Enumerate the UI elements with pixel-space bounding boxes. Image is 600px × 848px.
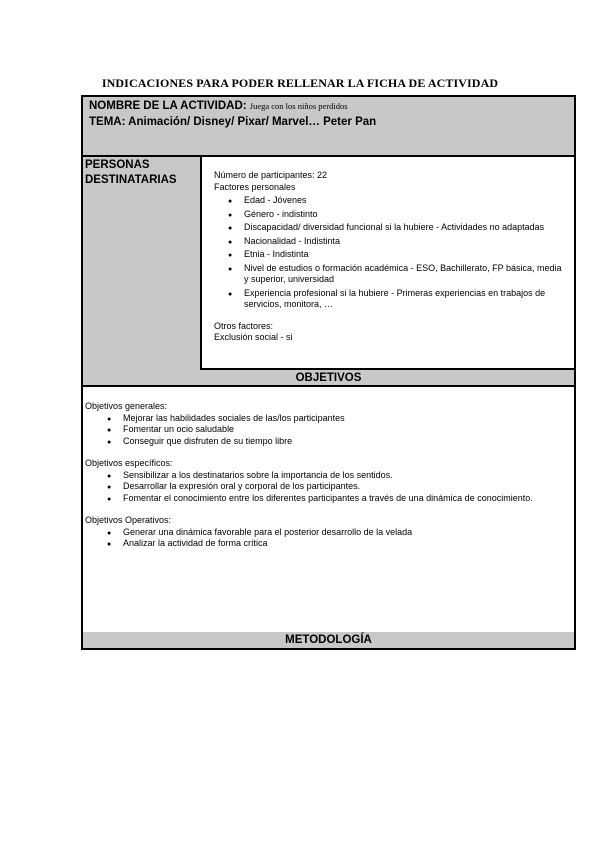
- list-item: ● Discapacidad/ diversidad funcional si la hubiere - Actividades no adaptadas: [244, 222, 566, 234]
- list-item: ● Edad - Jóvenes: [244, 195, 566, 207]
- activity-header: [83, 97, 574, 157]
- recipients-content: [202, 157, 574, 383]
- list-item: ● Conseguir que disfruten de su tiempo libre: [123, 436, 572, 448]
- operative-objectives-heading: Objetivos Operativos:: [85, 515, 172, 525]
- list-item: ● Experiencia profesional si la hubiere - Primeras experiencias en trabajos de servicios, monitora, …: [244, 288, 566, 311]
- other-factors-value: Exclusión social - si: [214, 332, 293, 342]
- methodology-section-header: METODOLOGÍA: [83, 632, 574, 648]
- operative-objectives-list: [85, 527, 572, 550]
- objectives-content: [83, 389, 574, 632]
- activity-sheet: [81, 95, 576, 650]
- personal-factors-list: [214, 195, 566, 311]
- document-title: INDICACIONES PARA PODER RELLENAR LA FICHA DE ACTIVIDAD: [101, 76, 499, 90]
- participants-count: Número de participantes: 22: [214, 170, 328, 180]
- other-factors-heading: Otros factores:: [214, 320, 274, 331]
- personal-factors-heading: Factores personales: [214, 181, 296, 192]
- general-objectives-heading: Objetivos generales:: [85, 401, 168, 411]
- list-item: ● Fomentar el conocimiento entre los diferentes participantes a través de una dinámica de conocimiento.: [123, 493, 572, 505]
- general-objectives-list: [85, 413, 572, 448]
- list-item: ● Nacionalidad - Indistinta: [244, 236, 566, 248]
- objectives-section-header: OBJETIVOS: [83, 370, 574, 387]
- recipients-label: PERSONAS DESTINATARIAS: [83, 157, 202, 370]
- list-item: ● Nivel de estudios o formación académica - ESO, Bachillerato, FP básica, media y superior, universidad: [244, 263, 566, 286]
- list-item: ● Analizar la actividad de forma crítica: [123, 538, 572, 550]
- list-item: ● Desarrollar la expresión oral y corporal de los participantes.: [123, 481, 572, 493]
- activity-name-label: NOMBRE DE LA ACTIVIDAD:: [89, 100, 247, 112]
- specific-objectives-heading: Objetivos específicos:: [85, 458, 173, 468]
- recipients-row: [83, 157, 574, 370]
- list-item: ● Mejorar las habilidades sociales de las/los participantes: [123, 413, 572, 425]
- list-item: ● Etnia - Indistinta: [244, 249, 566, 261]
- list-item: ● Fomentar un ocio saludable: [123, 424, 572, 436]
- activity-theme: TEMA: Animación/ Disney/ Pixar/ Marvel… Peter Pan: [89, 116, 377, 128]
- list-item: ● Género - indistinto: [244, 209, 566, 221]
- specific-objectives-list: [85, 470, 572, 505]
- activity-name-value: Juega con los niños perdidos: [249, 101, 348, 111]
- list-item: ● Generar una dinámica favorable para el posterior desarrollo de la velada: [123, 527, 572, 539]
- activity-name-line: [89, 100, 568, 112]
- list-item: ● Sensibilizar a los destinatarios sobre la importancia de los sentidos.: [123, 470, 572, 482]
